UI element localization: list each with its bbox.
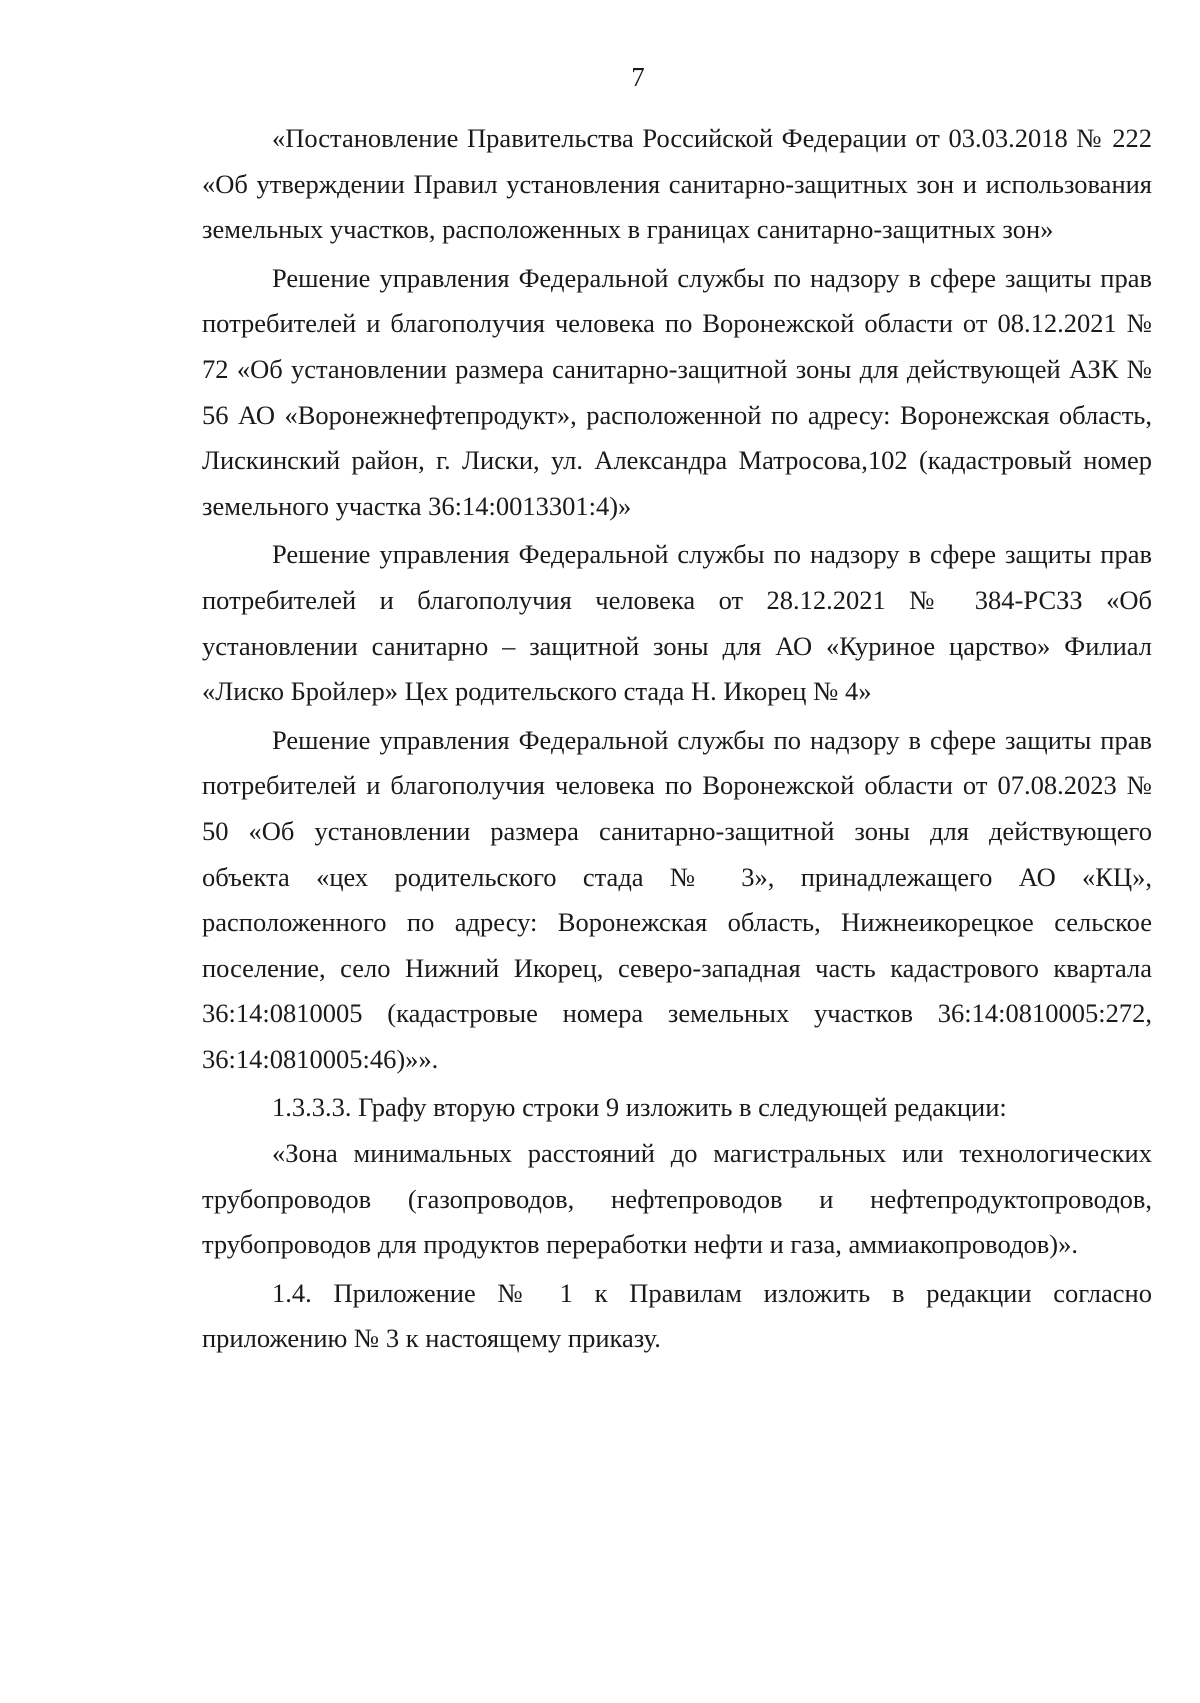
paragraph-decision-50: Решение управления Федеральной службы по надзору в сфере защиты прав потребителей и благополучия человека по Воронежской области от 07.08.2023 № 50 «Об установлении размера санитарно-защитной зоны для действующего объекта «цех родительского стада № 3», принадлежащего АО «КЦ», расположенного по адресу: Воронежская область, Нижнеикорецкое сельское поселение, село Нижний Икорец, северо-западная часть кадастрового квартала 36:14:0810005 (кадастровые номера земельных участков 36:14:0810005:272, 36:14:0810005:46)»».	[202, 724, 1152, 1074]
paragraph-decision-72: Решение управления Федеральной службы по надзору в сфере защиты прав потребителей и благополучия человека по Воронежской области от 08.12.2021 № 72 «Об установлении размера санитарно-защитной зоны для действующей АЗК № 56 АО «Воронежнефтепродукт», расположенной по адресу: Воронежская область, Лискинский район, г. Лиски, ул. Александра Матросова,102 (кадастровый номер земельного участка 36:14:0013301:4)»	[202, 262, 1152, 521]
paragraph-clause-1-4: 1.4. Приложение № 1 к Правилам изложить в редакции согласно приложению № 3 к настоящему приказу.	[202, 1277, 1152, 1354]
paragraph-clause-1-3-3-3: 1.3.3.3. Графу вторую строки 9 изложить в следующей редакции:	[272, 1092, 1007, 1123]
paragraph-zone-text: «Зона минимальных расстояний до магистральных или технологических трубопроводов (газопроводов, нефтепроводов и нефтепродуктопроводов, трубопроводов для продуктов переработки нефти и газа, аммиакопроводов)».	[202, 1138, 1152, 1260]
paragraph-decision-384: Решение управления Федеральной службы по надзору в сфере защиты прав потребителей и благополучия человека от 28.12.2021 № 384-РСЗЗ «Об установлении санитарно – защитной зоны для АО «Куриное царство» Филиал «Лиско Бройлер» Цех родительского стада Н. Икорец № 4»	[202, 539, 1152, 707]
page-number: 7	[631, 62, 645, 92]
document-body	[202, 116, 1152, 1362]
paragraph-resolution-222: «Постановление Правительства Российской Федерации от 03.03.2018 № 222 «Об утверждении Правил установления санитарно-защитных зон и использования земельных участков, расположенных в границах санитарно-защитных зон»	[202, 123, 1152, 245]
